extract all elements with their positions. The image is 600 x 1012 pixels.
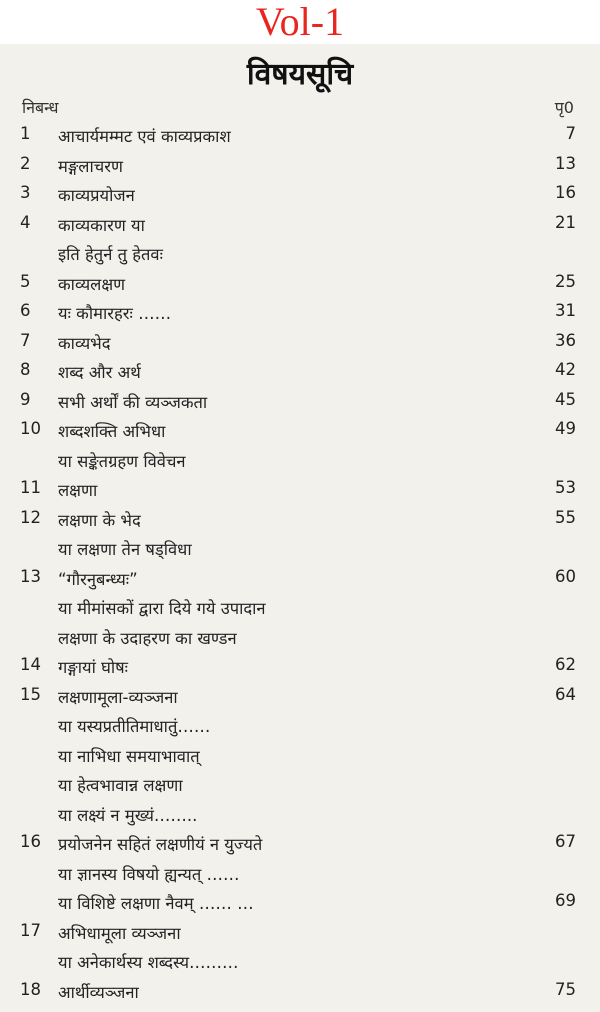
toc-number: 8 (20, 360, 31, 379)
toc-row (0, 272, 600, 302)
column-header-essay: निबन्ध (22, 98, 59, 117)
toc-title: लक्षणामूला-व्यञ्जना (58, 687, 178, 707)
toc-row (0, 537, 600, 567)
toc-number: 16 (20, 832, 41, 851)
toc-row (0, 773, 600, 803)
toc-page-number: 7 (565, 124, 576, 143)
toc-row (0, 508, 600, 538)
toc-number: 9 (20, 389, 31, 409)
toc-row (0, 921, 600, 951)
toc-row (0, 419, 600, 449)
toc-title: या हेत्वभावान्न लक्षणा (58, 776, 183, 795)
toc-row (0, 980, 600, 1010)
toc-number: 2 (20, 153, 31, 173)
toc-row (0, 567, 600, 597)
volume-banner: Vol-1 (0, 0, 600, 44)
toc-number: 4 (20, 212, 31, 232)
toc-page-number: 69 (555, 891, 576, 910)
toc-row (0, 803, 600, 833)
toc-title: या सङ्केतग्रहण विवेचन (58, 451, 186, 471)
toc-title: या ज्ञानस्य विषयो ह्यन्यत् …… (58, 864, 240, 884)
toc-row (0, 891, 600, 921)
toc-row (0, 154, 600, 184)
toc-row (0, 301, 600, 331)
toc-title: या नाभिधा समयाभावात् (58, 746, 200, 766)
toc-title: काव्यप्रयोजन (58, 186, 135, 205)
toc-row (0, 626, 600, 656)
toc-number: 7 (20, 330, 31, 350)
toc-row (0, 685, 600, 715)
toc-number: 10 (20, 419, 41, 438)
toc-title: यः कौमारहरः …… (58, 304, 172, 323)
toc-title: लक्षणा के भेद (58, 510, 141, 530)
toc-number: 11 (20, 478, 41, 497)
toc-number: 12 (20, 507, 41, 527)
toc-page-number: 64 (555, 684, 576, 704)
toc-number: 1 (20, 124, 31, 143)
toc-page-number: 42 (555, 360, 576, 379)
toc-title: प्रयोजनेन सहितं लक्षणीयं न युज्यते (58, 835, 263, 854)
toc-number: 13 (20, 566, 41, 586)
toc-number: 14 (20, 655, 41, 674)
toc-title: मङ्गलाचरण (58, 156, 123, 176)
toc-row (0, 744, 600, 774)
toc-row (0, 655, 600, 685)
toc-page-number: 49 (555, 419, 576, 438)
book-page (0, 44, 600, 1012)
toc-title: या मीमांसकों द्वारा दिये गये उपादान (58, 599, 266, 618)
toc-number: 15 (20, 684, 41, 704)
toc-title: या लक्ष्यं न मुख्यं…….. (58, 805, 198, 825)
column-header-page: पृ0 (554, 98, 574, 117)
toc-title: या यस्यप्रतीतिमाधातुं…… (58, 717, 211, 736)
toc-row (0, 360, 600, 390)
toc-number: 18 (20, 979, 41, 999)
toc-title: गङ्गायां घोषः (58, 658, 128, 677)
toc-title: या लक्षणा तेन षड्विधा (58, 540, 192, 559)
toc-number: 3 (20, 183, 31, 202)
toc-title: काव्यभेद (58, 333, 111, 353)
toc-row (0, 242, 600, 272)
toc-title: काव्यलक्षण (58, 274, 126, 294)
toc-title: लक्षणा (58, 481, 98, 500)
toc-page-number: 45 (555, 389, 576, 409)
toc-title: या विशिष्टे लक्षणा नैवम् …… … (58, 894, 254, 913)
toc-row (0, 390, 600, 420)
toc-row (0, 124, 600, 154)
toc-row (0, 862, 600, 892)
toc-title: काव्यकारण या (58, 215, 145, 235)
toc-page-number: 16 (555, 183, 576, 202)
toc-number: 6 (20, 301, 31, 320)
toc-row (0, 832, 600, 862)
toc-title: अभिधामूला व्यञ्जना (58, 923, 181, 943)
toc-page-number: 31 (555, 301, 576, 320)
toc-page-number: 36 (555, 330, 576, 350)
toc-title: आचार्यमम्मट एवं काव्यप्रकाश (58, 127, 231, 146)
toc-number: 5 (20, 271, 31, 291)
toc-row (0, 183, 600, 213)
toc-title: “गौरनुबन्ध्यः” (58, 569, 138, 589)
toc-number: 17 (20, 920, 41, 940)
toc-title: शब्दशक्ति अभिधा (58, 422, 166, 441)
page-title: विषयसूचि (246, 57, 354, 92)
toc-row (0, 331, 600, 361)
toc-page-number: 62 (555, 655, 576, 674)
toc-page-number: 60 (555, 566, 576, 586)
toc-row (0, 449, 600, 479)
toc-row (0, 213, 600, 243)
toc-page-number: 55 (555, 507, 576, 527)
toc-page-number: 13 (555, 153, 576, 173)
toc-row (0, 714, 600, 744)
toc-title: आर्थीव्यञ्जना (58, 982, 139, 1002)
toc-title: या अनेकार्थस्य शब्दस्य……… (58, 953, 239, 972)
toc-page-number: 25 (555, 271, 576, 291)
toc-page-number: 53 (555, 478, 576, 497)
toc-row (0, 478, 600, 508)
toc-row (0, 950, 600, 980)
toc-page-number: 21 (555, 212, 576, 232)
toc-row (0, 596, 600, 626)
toc-title: सभी अर्थों की व्यञ्जकता (58, 392, 208, 412)
toc-title: इति हेतुर्न तु हेतवः (58, 245, 163, 264)
toc-title: लक्षणा के उदाहरण का खण्डन (58, 628, 237, 648)
toc-page-number: 67 (555, 832, 576, 851)
toc-title: शब्द और अर्थ (58, 363, 141, 382)
toc-page-number: 75 (555, 979, 576, 999)
